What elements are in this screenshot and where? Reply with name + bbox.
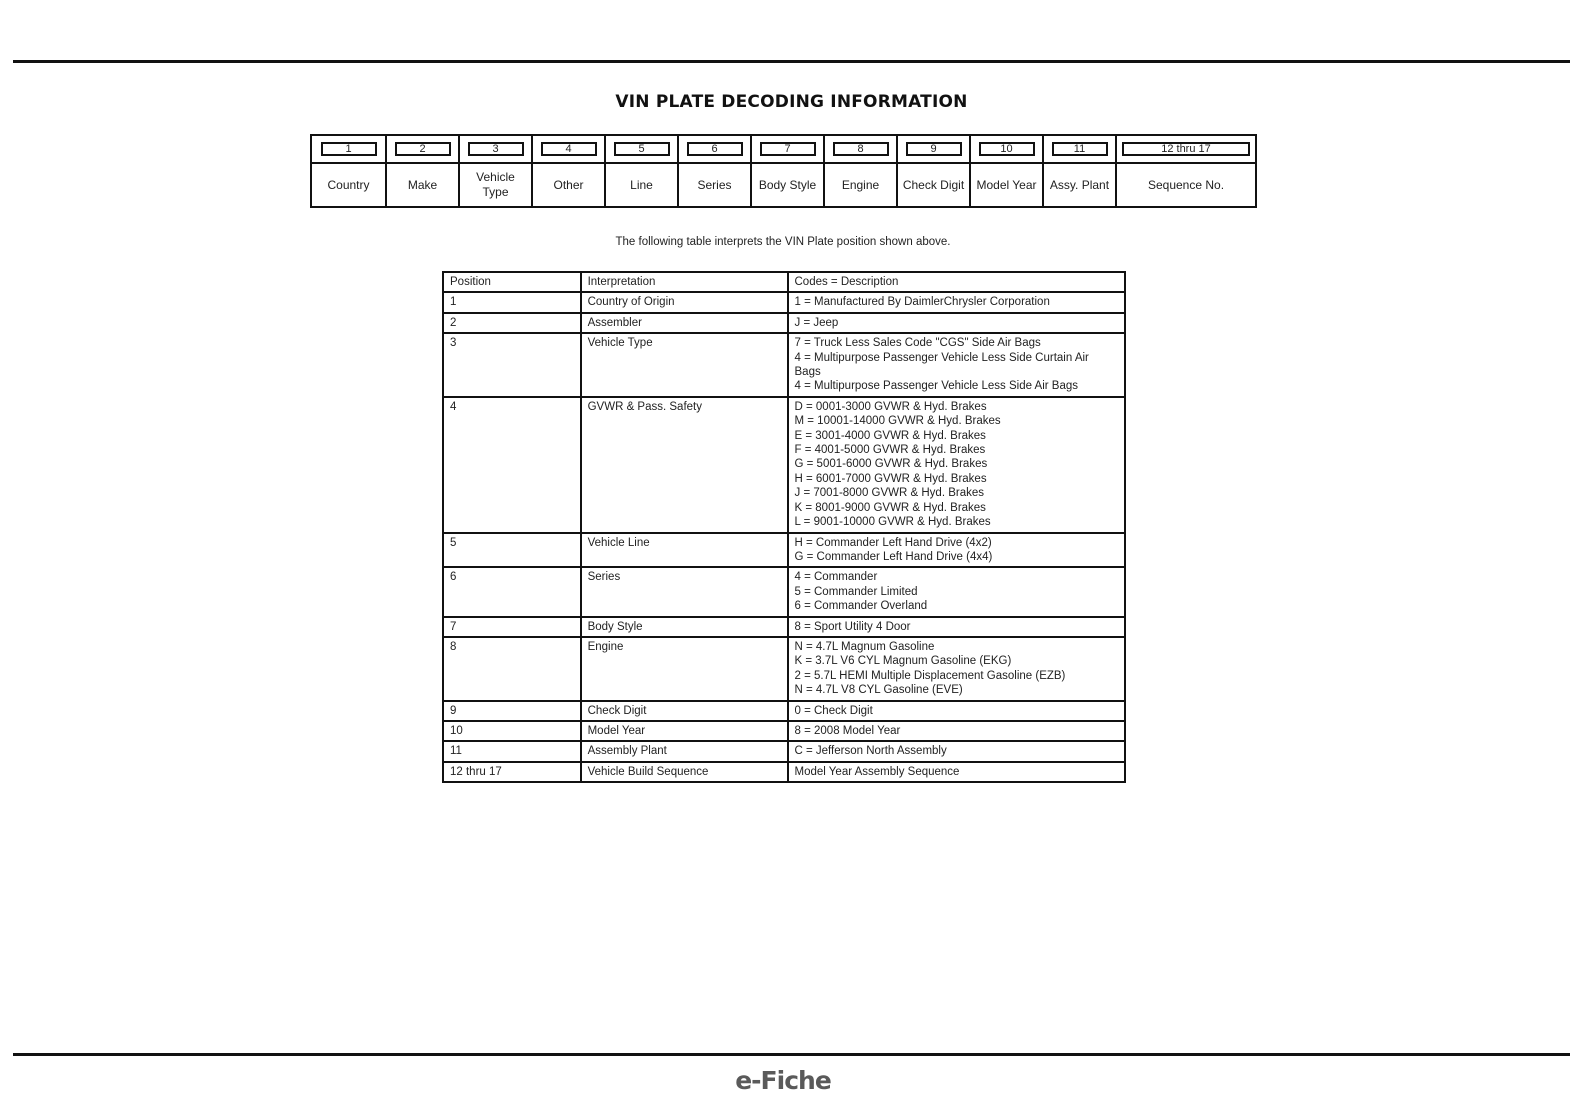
table-row: [443, 637, 1125, 701]
cell-codes: [788, 397, 1126, 533]
code-description: K = 8001-9000 GVWR & Hyd. Brakes: [794, 501, 986, 514]
table-row: [443, 721, 1125, 741]
cell-interpretation: Engine: [581, 637, 788, 701]
plate-number-box: 8: [833, 142, 889, 156]
plate-position-3: [458, 136, 531, 206]
top-rule: [13, 60, 1570, 63]
plate-label: Line: [630, 177, 653, 192]
code-description: M = 10001-14000 GVWR & Hyd. Brakes: [794, 415, 1001, 428]
plate-position-6: [677, 136, 750, 206]
plate-position-12: [1115, 136, 1255, 206]
plate-position-2: [385, 136, 458, 206]
cell-position: 6: [443, 567, 581, 616]
cell-codes: [788, 617, 1126, 637]
code-description: H = Commander Left Hand Drive (4x2): [794, 536, 992, 549]
bottom-rule: [13, 1053, 1570, 1056]
plate-position-10: [969, 136, 1042, 206]
plate-label: Vehicle Type: [476, 170, 515, 199]
code-description: 8 = Sport Utility 4 Door: [794, 620, 911, 633]
cell-codes: [788, 567, 1126, 616]
code-description: Model Year Assembly Sequence: [794, 765, 960, 778]
code-description: N = 4.7L V8 CYL Gasoline (EVE): [794, 684, 963, 697]
plate-number-box: 5: [614, 142, 670, 156]
code-description: 1 = Manufactured By DaimlerChrysler Corporation: [794, 296, 1050, 309]
cell-position: 5: [443, 533, 581, 568]
cell-interpretation: Vehicle Type: [581, 333, 788, 397]
code-description: J = Jeep: [794, 316, 839, 329]
header-codes: Codes = Description: [788, 272, 1126, 292]
code-description: 6 = Commander Overland: [794, 600, 928, 613]
code-description: G = Commander Left Hand Drive (4x4): [794, 550, 993, 563]
plate-number-area: [679, 136, 750, 164]
plate-number-box: 6: [687, 142, 743, 156]
plate-number-area: [460, 136, 531, 164]
plate-number-box: 10: [979, 142, 1035, 156]
table-row: [443, 292, 1125, 312]
plate-position-8: [823, 136, 896, 206]
plate-number-area: [752, 136, 823, 164]
header-position: Position: [443, 272, 581, 292]
code-description: F = 4001-5000 GVWR & Hyd. Brakes: [794, 444, 986, 457]
code-description: 4 = Commander: [794, 571, 878, 584]
header-interpretation: Interpretation: [581, 272, 788, 292]
plate-number-area: [387, 136, 458, 164]
cell-interpretation: Body Style: [581, 617, 788, 637]
cell-position: 11: [443, 741, 581, 761]
efiche-logo: e-Fiche: [735, 1066, 831, 1095]
cell-codes: [788, 701, 1126, 721]
plate-number-area: [533, 136, 604, 164]
plate-number-area: [1117, 136, 1255, 164]
cell-interpretation: Vehicle Line: [581, 533, 788, 568]
table-row: [443, 701, 1125, 721]
table-row: [443, 741, 1125, 761]
plate-number-area: [898, 136, 969, 164]
code-description: D = 0001-3000 GVWR & Hyd. Brakes: [794, 400, 987, 413]
plate-position-5: [604, 136, 677, 206]
page-title: VIN PLATE DECODING INFORMATION: [615, 92, 968, 112]
plate-label: Series: [697, 177, 732, 192]
code-description: 8 = 2008 Model Year: [794, 724, 901, 737]
table-row: [443, 333, 1125, 397]
plate-position-4: [531, 136, 604, 206]
plate-label: Country: [327, 177, 370, 192]
cell-interpretation: Model Year: [581, 721, 788, 741]
plate-label: Engine: [841, 177, 880, 192]
code-description: 0 = Check Digit: [794, 704, 873, 717]
plate-number-box: 2: [395, 142, 451, 156]
code-description: 4 = Multipurpose Passenger Vehicle Less Side Curtain Air Bags: [794, 351, 1089, 379]
table-row: [443, 567, 1125, 616]
plate-number-box: 3: [468, 142, 524, 156]
code-description: 7 = Truck Less Sales Code "CGS" Side Air Bags: [794, 337, 1041, 350]
cell-codes: [788, 313, 1126, 333]
table-row: [443, 617, 1125, 637]
plate-number-box: 11: [1052, 142, 1108, 156]
cell-position: 7: [443, 617, 581, 637]
code-description: K = 3.7L V6 CYL Magnum Gasoline (EKG): [794, 655, 1012, 668]
cell-interpretation: GVWR & Pass. Safety: [581, 397, 788, 533]
plate-number-box: 4: [541, 142, 597, 156]
plate-number-area: [825, 136, 896, 164]
plate-label: Assy. Plant: [1049, 177, 1110, 192]
cell-position: 1: [443, 292, 581, 312]
plate-number-box: 7: [760, 142, 816, 156]
cell-codes: [788, 762, 1126, 782]
plate-label: Body Style: [758, 177, 817, 192]
table-row: [443, 533, 1125, 568]
plate-label: Check Digit: [902, 177, 965, 192]
cell-position: 8: [443, 637, 581, 701]
table-caption: The following table interprets the VIN Plate position shown above.: [615, 236, 951, 248]
cell-codes: [788, 533, 1126, 568]
code-description: 2 = 5.7L HEMI Multiple Displacement Gasoline (EZB): [794, 669, 1066, 682]
table-row: [443, 313, 1125, 333]
plate-number-area: [606, 136, 677, 164]
plate-number-area: [971, 136, 1042, 164]
plate-number-box: 1: [321, 142, 377, 156]
plate-number-box: 9: [906, 142, 962, 156]
code-description: J = 7001-8000 GVWR & Hyd. Brakes: [794, 487, 985, 500]
code-description: 5 = Commander Limited: [794, 585, 918, 598]
cell-interpretation: Assembly Plant: [581, 741, 788, 761]
cell-position: 3: [443, 333, 581, 397]
plate-label: Make: [407, 177, 438, 192]
cell-codes: [788, 721, 1126, 741]
cell-position: 12 thru 17: [443, 762, 581, 782]
code-description: N = 4.7L Magnum Gasoline: [794, 640, 935, 653]
cell-interpretation: Check Digit: [581, 701, 788, 721]
plate-number-area: [1044, 136, 1115, 164]
plate-number-box: 12 thru 17: [1122, 142, 1250, 156]
cell-position: 4: [443, 397, 581, 533]
plate-position-11: [1042, 136, 1115, 206]
plate-label: Sequence No.: [1147, 177, 1225, 192]
plate-label: Model Year: [976, 177, 1037, 192]
cell-position: 10: [443, 721, 581, 741]
plate-position-1: [312, 136, 385, 206]
cell-codes: [788, 292, 1126, 312]
table-row: [443, 397, 1125, 533]
vin-plate-diagram: [310, 134, 1257, 208]
vin-decoding-table: [442, 271, 1126, 783]
code-description: H = 6001-7000 GVWR & Hyd. Brakes: [794, 472, 987, 485]
plate-position-9: [896, 136, 969, 206]
code-description: E = 3001-4000 GVWR & Hyd. Brakes: [794, 429, 986, 442]
cell-interpretation: Assembler: [581, 313, 788, 333]
code-description: 4 = Multipurpose Passenger Vehicle Less Side Air Bags: [794, 380, 1079, 393]
code-description: G = 5001-6000 GVWR & Hyd. Brakes: [794, 458, 988, 471]
cell-codes: [788, 741, 1126, 761]
cell-codes: [788, 637, 1126, 701]
cell-interpretation: Series: [581, 567, 788, 616]
plate-position-7: [750, 136, 823, 206]
table-header-row: [443, 272, 1125, 292]
cell-position: 2: [443, 313, 581, 333]
cell-interpretation: Vehicle Build Sequence: [581, 762, 788, 782]
plate-number-area: [312, 136, 385, 164]
code-description: C = Jefferson North Assembly: [794, 745, 947, 758]
cell-position: 9: [443, 701, 581, 721]
cell-interpretation: Country of Origin: [581, 292, 788, 312]
plate-label: Other: [553, 177, 584, 192]
table-row: [443, 762, 1125, 782]
code-description: L = 9001-10000 GVWR & Hyd. Brakes: [794, 516, 991, 529]
cell-codes: [788, 333, 1126, 397]
